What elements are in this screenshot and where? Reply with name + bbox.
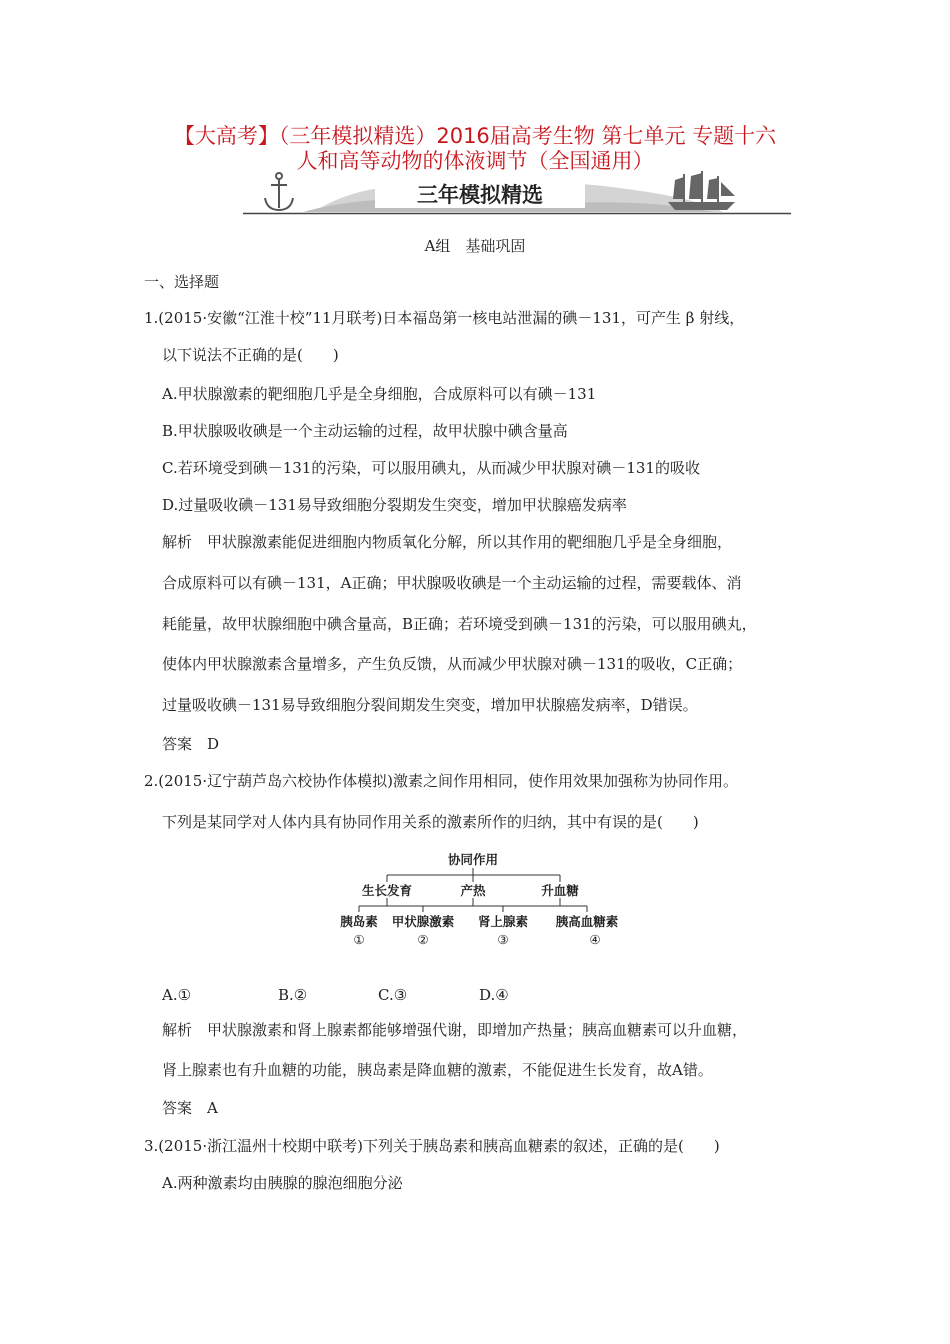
section-banner — [243, 168, 791, 216]
q1-analysis-line3: 耗能量，故甲状腺细胞中碘含量高，B正确；若环境受到碘－131的污染，可以服用碘丸， — [162, 615, 757, 633]
q2-option-a: A.① — [162, 986, 192, 1004]
q1-option-b: B.甲状腺吸收碘是一个主动运输的过程，故甲状腺中碘含量高 — [162, 422, 568, 440]
diagram-leaf-insulin: 胰岛素 — [340, 914, 378, 929]
q1-option-c: C.若环境受到碘－131的污染，可以服用碘丸，从而减少甲状腺对碘－131的吸收 — [162, 459, 700, 477]
q2-option-b: B.② — [278, 986, 308, 1004]
diagram-num-1: ① — [353, 932, 365, 947]
anchor-icon — [265, 173, 293, 210]
diagram-branch-growth: 生长发育 — [361, 883, 413, 898]
diagram-num-3: ③ — [497, 932, 509, 947]
q3-stem: 3.(2015·浙江温州十校期中联考)下列关于胰岛素和胰高血糖素的叙述，正确的是( ) — [144, 1137, 720, 1155]
q2-analysis-line2: 肾上腺素也有升血糖的功能，胰岛素是降血糖的激素，不能促进生长发育，故A错。 — [162, 1061, 713, 1079]
document-title-line2: 人和高等动物的体液调节（全国通用） — [296, 149, 654, 173]
q1-stem-line2: 以下说法不正确的是( ) — [162, 346, 339, 364]
diagram-branch-glucose: 升血糖 — [541, 883, 579, 898]
diagram-num-4: ④ — [589, 932, 601, 947]
diagram-root: 协同作用 — [447, 852, 499, 867]
banner-text: 三年模拟精选 — [417, 183, 543, 207]
q1-stem-line1: 1.(2015·安徽“江淮十校”11月联考)日本福岛第一核电站泄漏的碘－131，可产生 β 射线， — [144, 309, 745, 327]
q1-analysis-line1: 解析 甲状腺激素能促进细胞内物质氧化分解，所以其作用的靶细胞几乎是全身细胞， — [162, 533, 733, 551]
diagram-branch-heat: 产热 — [460, 883, 486, 898]
q2-option-c: C.③ — [378, 986, 408, 1004]
q1-analysis-line4: 使体内甲状腺激素含量增多，产生负反馈，从而减少甲状腺对碘－131的吸收，C正确； — [162, 655, 743, 673]
q1-option-a: A.甲状腺激素的靶细胞几乎是全身细胞，合成原料可以有碘－131 — [162, 385, 597, 403]
document-title-line1: 【大高考】（三年模拟精选）2016届高考生物 第七单元 专题十六 — [173, 124, 777, 148]
q2-stem-line2: 下列是某同学对人体内具有协同作用关系的激素所作的归纳，其中有误的是( ) — [162, 813, 699, 831]
q1-analysis-line2: 合成原料可以有碘－131，A正确；甲状腺吸收碘是一个主动运输的过程，需要载体、消 — [162, 574, 742, 592]
group-heading: A组 基础巩固 — [424, 237, 526, 255]
q2-answer: 答案 A — [162, 1099, 218, 1117]
diagram-leaf-thyroxine: 甲状腺激素 — [391, 914, 455, 929]
q3-option-a: A.两种激素均由胰腺的腺泡细胞分泌 — [162, 1174, 403, 1192]
q1-analysis-line5: 过量吸收碘－131易导致细胞分裂间期发生突变，增加甲状腺癌发病率，D错误。 — [162, 696, 698, 714]
q2-option-d: D.④ — [479, 986, 509, 1004]
diagram-leaf-adrenaline: 肾上腺素 — [477, 914, 529, 929]
diagram-num-2: ② — [417, 932, 429, 947]
ship-icon — [668, 171, 735, 210]
q2-analysis-line1: 解析 甲状腺激素和肾上腺素都能够增强代谢，即增加产热量；胰高血糖素可以升血糖， — [162, 1021, 748, 1039]
q2-stem-line1: 2.(2015·辽宁葫芦岛六校协作体模拟)激素之间作用相同，使作用效果加强称为协同作用。 — [144, 772, 738, 790]
synergy-diagram — [335, 848, 625, 954]
q1-answer: 答案 D — [162, 735, 220, 753]
section-heading: 一、选择题 — [144, 273, 220, 291]
q1-option-d: D.过量吸收碘－131易导致细胞分裂期发生突变，增加甲状腺癌发病率 — [162, 496, 627, 514]
diagram-leaf-glucagon: 胰高血糖素 — [555, 914, 619, 929]
